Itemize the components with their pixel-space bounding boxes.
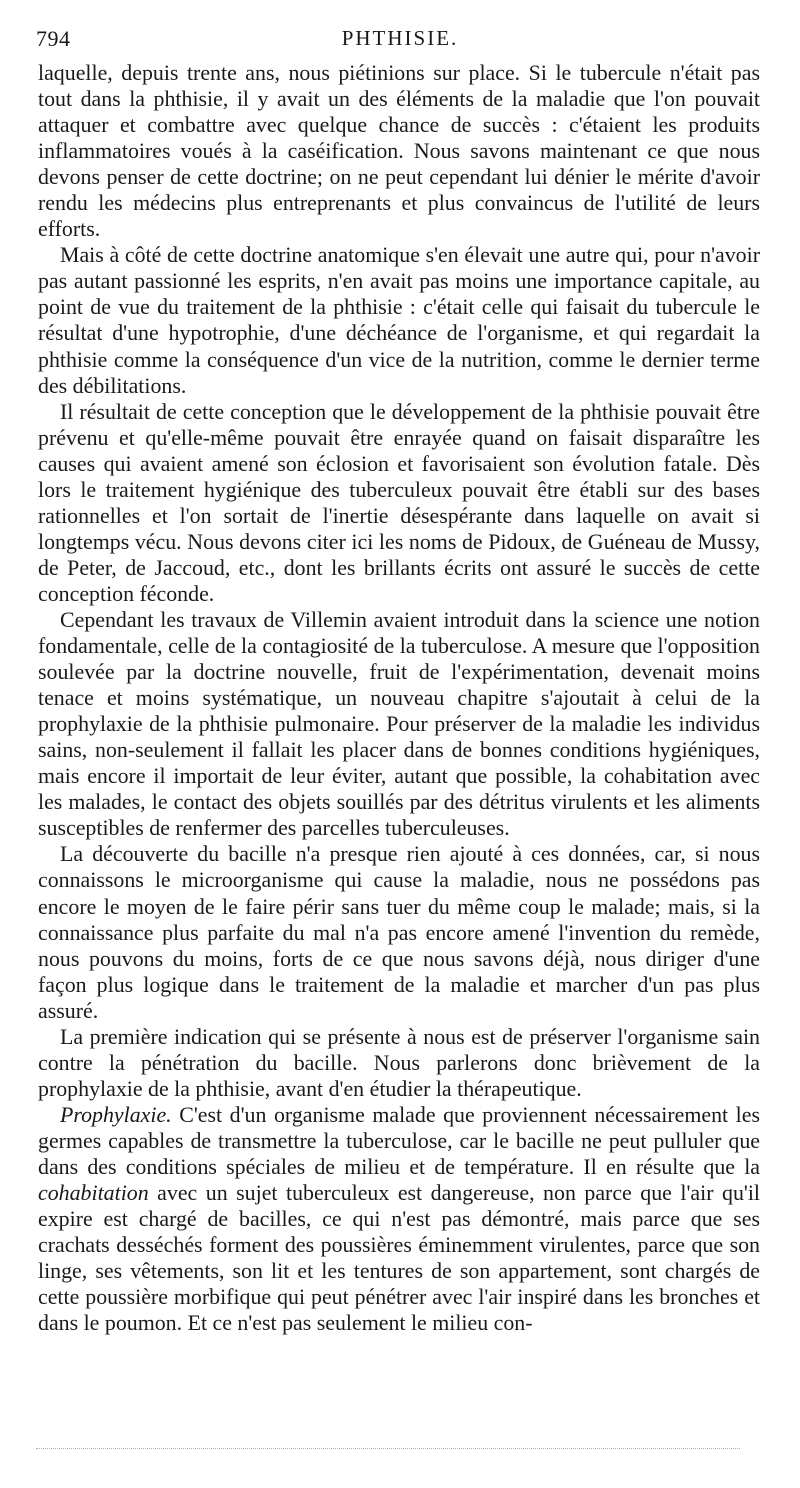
paragraph: La découverte du bacille n'a presque rien ajouté à ces données, car, si nous connaissons le microorganisme qui cause la maladie, nous ne possédons pas encore le moyen de le faire périr sans tuer du même coup le malade; mais, si la connaissance plus parfaite du mal n'a pas encore amené l'invention du remède, nous pouvons du moins, forts de ce que nous savons déjà, nous diriger d'une façon plus logique dans le traitement de la maladie et marcher d'un pas plus assuré.: [38, 841, 760, 1023]
footer-rule: [36, 1448, 740, 1449]
section-heading: Prophylaxie.: [60, 1101, 172, 1127]
emphasis-term: cohabitation: [38, 1180, 149, 1206]
body-text: [38, 60, 760, 1336]
paragraph: Mais à côté de cette doctrine anatomique s'en élevait une autre qui, pour n'avoir pas autant passionné les esprits, n'en avait pas moins une importance capitale, au point de vue du traitement de la phthisie : c'était celle qui faisait du tubercule le résultat d'une hypotrophie, d'une déchéance de l'organisme, et qui regardait la phthisie comme la conséquence d'un vice de la nutrition, comme le dernier terme des débilitations.: [38, 242, 760, 398]
paragraph: Il résultait de cette conception que le développement de la phthisie pouvait être prévenu et qu'elle-même pouvait être enrayée quand on faisait disparaître les causes qui avaient amené son éclosion et favorisaient son évolution fatale. Dès lors le traitement hygiénique des tuberculeux pouvait être établi sur des bases rationnelles et l'on sortait de l'inertie désespérante dans laquelle on avait si longtemps vécu. Nous devons citer ici les noms de Pidoux, de Guéneau de Mussy, de Peter, de Jaccoud, etc., dont les brillants écrits ont assuré le succès de cette conception féconde.: [38, 398, 760, 606]
paragraph-text: C'est d'un organisme malade que proviennent nécessairement les germes capables de transmettre la tuberculose, car le bacille ne peut pulluler que dans des conditions spéciales de milieu et de température. Il en résulte que la: [38, 1101, 760, 1179]
paragraph: La première indication qui se présente à nous est de préserver l'organisme sain contre la pénétration du bacille. Nous parlerons donc brièvement de la prophylaxie de la phthisie, avant d'en étudier la thérapeutique.: [38, 1023, 760, 1101]
paragraph: Cependant les travaux de Villemin avaient introduit dans la science une notion fondamentale, celle de la contagiosité de la tuberculose. A mesure que l'opposition soulevée par la doctrine nouvelle, fruit de l'expérimentation, devenait moins tenace et moins systématique, un nouveau chapitre s'ajoutait à celui de la prophylaxie de la phthisie pulmonaire. Pour préserver de la maladie les individus sains, non-seulement il fallait les placer dans de bonnes conditions hygiéniques, mais encore il importait de leur éviter, autant que possible, la cohabitation avec les malades, le contact des objets souillés par des détritus virulents et les aliments susceptibles de renfermer des parcelles tuberculeuses.: [38, 606, 760, 841]
running-title: PHTHISIE.: [341, 26, 459, 50]
page-number: 794: [36, 26, 71, 51]
page-header: [36, 26, 764, 56]
paragraph: laquelle, depuis trente ans, nous piétinions sur place. Si le tubercule n'était pas tout dans la phthisie, il y avait un des éléments de la maladie que l'on pouvait attaquer et combattre avec quelque chance de succès : c'étaient les produits inflammatoires voués à la caséification. Nous savons maintenant ce que nous devons penser de cette doctrine; on ne peut cependant lui dénier le mérite d'avoir rendu les médecins plus entreprenants et plus convaincus de l'utilité de leurs efforts.: [38, 60, 760, 242]
prophylaxie-paragraph: [38, 1102, 760, 1336]
paragraph-text: avec un sujet tuberculeux est dangereuse, non parce que l'air qu'il expire est chargé de bacilles, ce qui n'est pas démontré, mais parce que ses crachats desséchés forment des poussières éminemment virulentes, parce que son linge, ses vêtements, son lit et les tentures de son appartement, sont chargés de cette poussière morbifique qui peut pénétrer avec l'air inspiré dans les bronches et dans le poumon. Et ce n'est pas seulement le milieu con-: [38, 1180, 760, 1336]
